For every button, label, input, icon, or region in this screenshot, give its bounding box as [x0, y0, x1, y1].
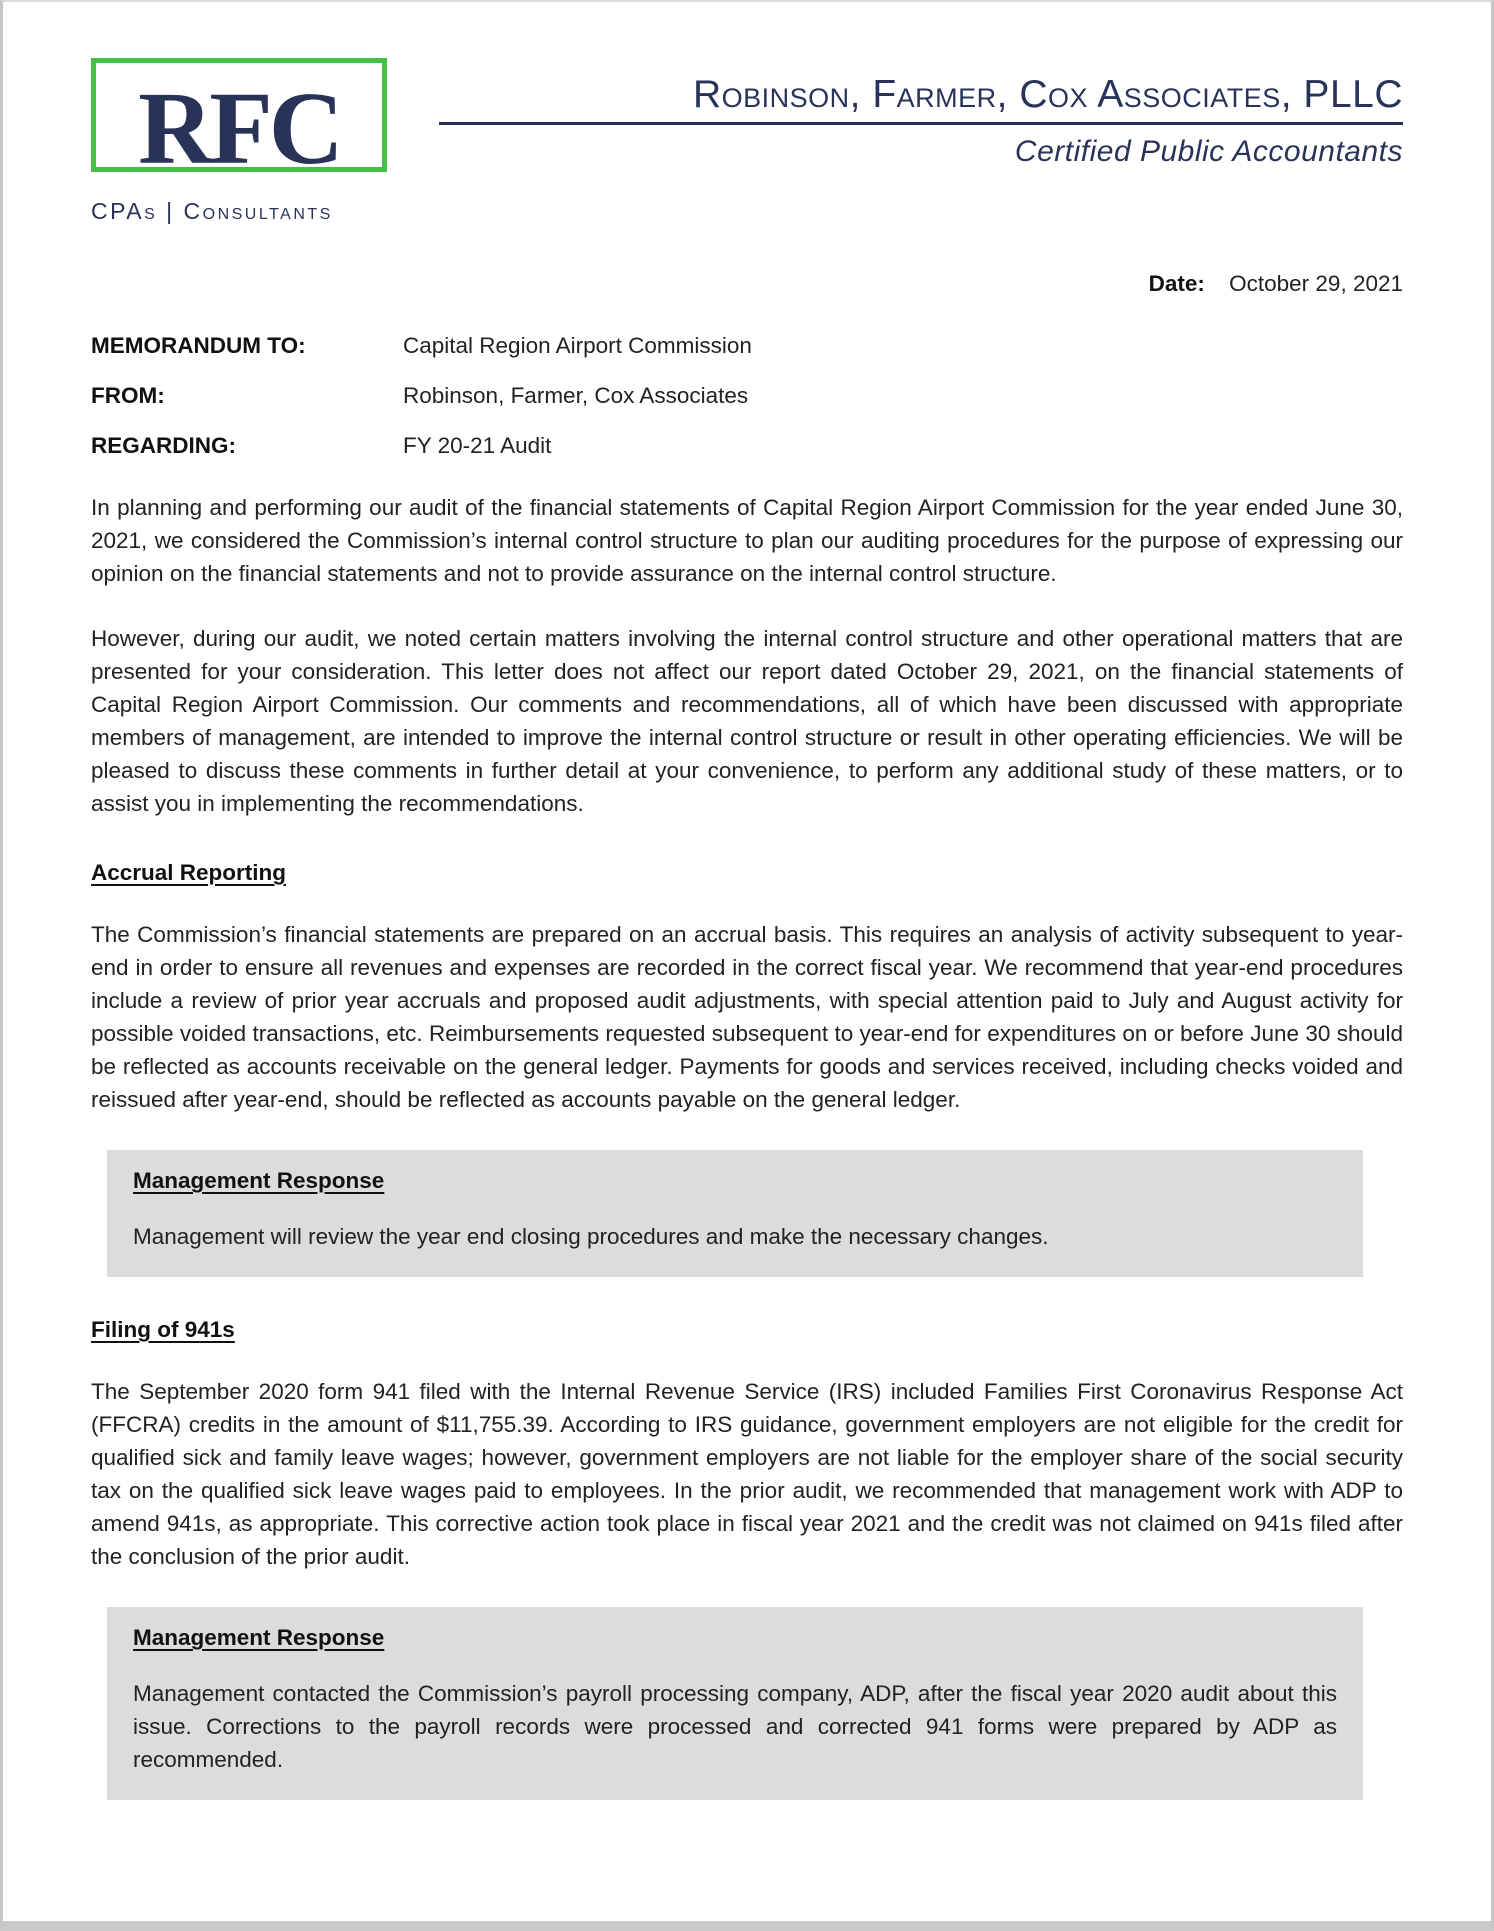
management-response-heading-2: Management Response	[133, 1625, 385, 1650]
logo-green-frame	[91, 58, 387, 186]
letterhead-right	[393, 72, 1403, 169]
header-rule	[439, 122, 1403, 125]
date-label: Date:	[1148, 271, 1205, 296]
memo-row-from	[91, 383, 1403, 409]
firm-logo	[91, 58, 393, 225]
management-response-heading-1: Management Response	[133, 1168, 385, 1193]
management-response-box-2	[107, 1607, 1363, 1800]
date-value: October 29, 2021	[1229, 271, 1403, 296]
memo-regarding-label: REGARDING:	[91, 433, 236, 458]
section-heading-accrual-reporting: Accrual Reporting	[91, 860, 287, 885]
memo-to-label: MEMORANDUM TO:	[91, 333, 306, 358]
memo-from-label: FROM:	[91, 383, 165, 408]
memo-regarding-value: FY 20-21 Audit	[403, 433, 552, 458]
section-body-accrual-reporting: The Commission’s financial statements are prepared on an accrual basis. This requires an analysis of activity subsequent to year-end in order to ensure all revenues and expenses are recorded in the correct fiscal year. We recommend that year-end procedures include a review of prior year accruals and proposed audit adjustments, with special attention paid to July and August activity for possible voided transactions, etc. Reimbursements requested subsequent to year-end for expenditures on or before June 30 should be reflected as accounts receivable on the general ledger. Payments for goods and services received, including checks voided and reissued after year-end, should be reflected as accounts payable on the general ledger.	[91, 922, 1403, 1112]
firm-name: Robinson, Farmer, Cox Associates, PLLC	[693, 73, 1403, 116]
letterhead	[91, 58, 1403, 225]
memo-fields	[91, 333, 1403, 459]
intro-paragraph-2: However, during our audit, we noted certain matters involving the internal control structure and other operational matters that are presented for your consideration. This letter does not affect our report dated October 29, 2021, on the financial statements of Capital Region Airport Commission. Our comments and recommendations, all of which have been discussed with appropriate members of management, are intended to improve the internal control structure or result in other operating efficiencies. We will be pleased to discuss these comments in further detail at your convenience, to perform any additional study of these matters, or to assist you in implementing the recommendations.	[91, 626, 1403, 816]
intro-paragraph-1: In planning and performing our audit of the financial statements of Capital Region Airport Commission for the year ended June 30, 2021, we considered the Commission’s internal control structure to plan our auditing procedures for the purpose of expressing our opinion on the financial statements and not to provide assurance on the internal control structure.	[91, 495, 1403, 586]
memo-to-value: Capital Region Airport Commission	[403, 333, 752, 358]
memo-from-value: Robinson, Farmer, Cox Associates	[403, 383, 749, 408]
logo-tagline: CPAs | Consultants	[91, 198, 333, 224]
memo-row-to	[91, 333, 1403, 359]
section-heading-filing-941s: Filing of 941s	[91, 1317, 235, 1342]
date-row	[91, 271, 1403, 297]
management-response-body-2: Management contacted the Commission’s payroll processing company, ADP, after the fiscal year 2020 audit about this issue. Corrections to the payroll records were processed and corrected 941 forms were prepared by ADP as recommended.	[133, 1681, 1337, 1772]
memo-row-regarding	[91, 433, 1403, 459]
management-response-box-1	[107, 1150, 1363, 1277]
firm-subtitle: Certified Public Accountants	[1014, 135, 1403, 168]
logo-acronym: RFC	[138, 71, 340, 186]
section-body-filing-941s: The September 2020 form 941 filed with the Internal Revenue Service (IRS) included Families First Coronavirus Response Act (FFCRA) credits in the amount of $11,755.39. According to IRS guidance, government employers are not eligible for the credit for qualified sick and family leave wages; however, government employers are not liable for the employer share of the social security tax on the qualified sick leave wages paid to employees. In the prior audit, we recommended that management work with ADP to amend 941s, as appropriate. This corrective action took place in fiscal year 2021 and the credit was not claimed on 941s filed after the conclusion of the prior audit.	[91, 1379, 1403, 1569]
management-response-body-1: Management will review the year end closing procedures and make the necessary changes.	[133, 1224, 1049, 1249]
